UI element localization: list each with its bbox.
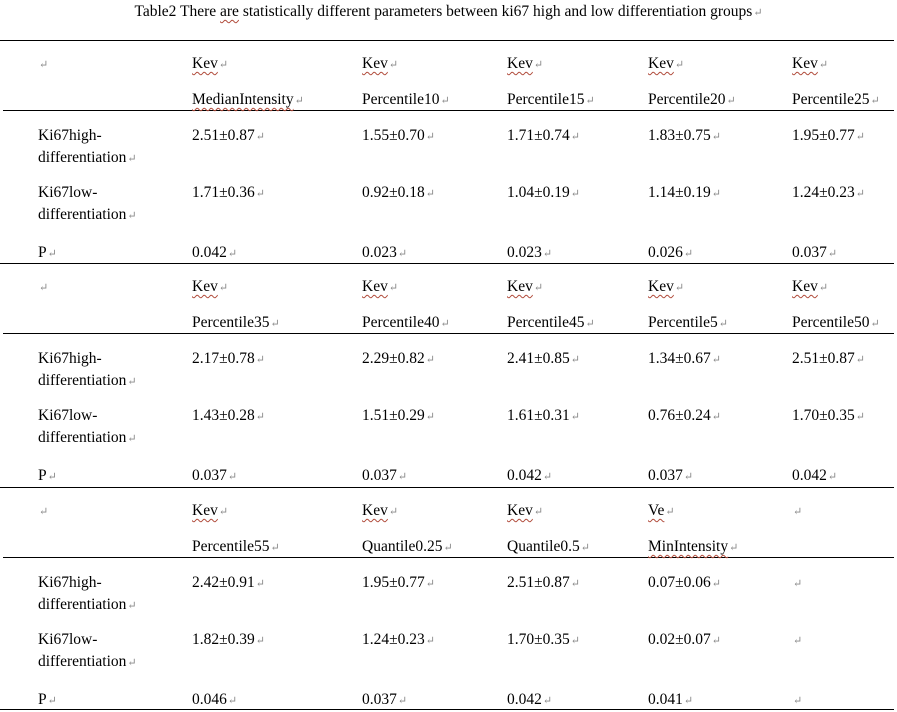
row-label-text: Ki67low-differentiation: [38, 407, 127, 446]
header-empty-cell: [38, 502, 48, 521]
table-cell-value-text: 1.70±0.35: [792, 407, 855, 424]
table-cell-value-text: 2.51±0.87: [507, 574, 570, 591]
table-cell-value-text: 2.17±0.78: [192, 350, 255, 367]
row-label-text: P: [38, 244, 47, 261]
paragraph-mark-icon: ↵: [39, 506, 49, 518]
paragraph-mark-icon: ↵: [818, 59, 829, 71]
paragraph-mark-icon: ↵: [793, 506, 803, 518]
column-header-name-text: Percentile5: [648, 314, 718, 331]
paragraph-mark-icon: ↵: [127, 433, 137, 445]
table-cell-value: [362, 574, 435, 593]
table-cell-value: [648, 127, 721, 146]
paragraph-mark-icon: ↵: [425, 188, 435, 200]
paragraph-mark-icon: ↵: [870, 95, 880, 107]
paragraph-mark-icon: ↵: [533, 282, 544, 294]
paragraph-mark-icon: ↵: [674, 282, 685, 294]
caption-prefix: Table2 There: [134, 3, 221, 20]
column-header-name-text: Quantile0.5: [507, 538, 580, 555]
column-header-name: [362, 314, 450, 333]
paragraph-mark-icon: ↵: [425, 411, 435, 423]
paragraph-mark-icon: ↵: [255, 354, 265, 366]
paragraph-mark-icon: ↵: [227, 471, 238, 483]
paragraph-mark-icon: ↵: [542, 695, 553, 707]
table-cell-value-text: 1.24±0.23: [792, 184, 855, 201]
paragraph-mark-icon: ↵: [440, 318, 450, 330]
table-cell-value-text: 0.92±0.18: [362, 184, 425, 201]
header-empty-cell: [38, 278, 48, 297]
table-cell-value-text: 0.026: [648, 244, 683, 261]
table-cell-empty: [792, 574, 802, 593]
paragraph-mark-icon: ↵: [39, 282, 49, 294]
paragraph-mark-icon: ↵: [127, 376, 137, 388]
column-header-unit-text: Kev: [792, 278, 818, 295]
row-label: [38, 467, 57, 486]
paragraph-mark-icon: ↵: [255, 131, 265, 143]
row-label: [38, 572, 168, 617]
column-header-name-text: Percentile55: [192, 538, 270, 555]
paragraph-mark-icon: ↵: [570, 411, 580, 423]
table-cell-value: [192, 244, 237, 263]
table-cell-value-text: 0.042: [507, 691, 542, 708]
header-empty-cell: [38, 55, 48, 74]
table-cell-value-text: 1.24±0.23: [362, 631, 425, 648]
column-header-unit: [507, 55, 543, 74]
row-label-text: Ki67low-differentiation: [38, 184, 127, 223]
table-cell-value: [507, 184, 580, 203]
table-cell-value: [648, 407, 721, 426]
table-cell-value: [507, 574, 580, 593]
table-cell-value-text: 2.51±0.87: [792, 350, 855, 367]
paragraph-mark-icon: ↵: [542, 471, 553, 483]
table-cell-value: [362, 244, 407, 263]
paragraph-mark-icon: ↵: [255, 411, 265, 423]
paragraph-mark-icon: ↵: [127, 210, 137, 222]
table-cell-value-text: 1.95±0.77: [362, 574, 425, 591]
paragraph-mark-icon: ↵: [855, 354, 865, 366]
table-cell-value: [648, 691, 693, 710]
column-header-unit: [507, 278, 543, 297]
paragraph-mark-icon: ↵: [753, 7, 763, 19]
column-header-name: [507, 314, 595, 333]
paragraph-mark-icon: ↵: [127, 153, 137, 165]
column-header-unit-text: Kev: [507, 502, 533, 519]
column-header-name: [792, 91, 880, 110]
caption-suffix: statistically different parameters between ki67 high and low differentiation groups: [238, 3, 753, 20]
paragraph-mark-icon: ↵: [425, 131, 435, 143]
row-label-text: Ki67high-differentiation: [38, 350, 127, 389]
table-cell-value: [792, 350, 865, 369]
column-header-name-text: Percentile15: [507, 91, 585, 108]
table-cell-value: [648, 631, 721, 650]
table-cell-value: [648, 350, 721, 369]
column-header-name: [648, 314, 728, 333]
column-header-name-text: Quantile0.25: [362, 538, 443, 555]
column-header-unit-text: Kev: [648, 278, 674, 295]
column-header-name-text: Percentile25: [792, 91, 870, 108]
table-cell-value-text: 1.71±0.74: [507, 127, 570, 144]
paragraph-mark-icon: ↵: [855, 131, 865, 143]
column-header-unit: [192, 278, 228, 297]
paragraph-mark-icon: ↵: [570, 578, 580, 590]
table-cell-value: [792, 407, 865, 426]
table-cell-value: [362, 127, 435, 146]
column-header-name: [362, 91, 450, 110]
paragraph-mark-icon: ↵: [270, 542, 280, 554]
column-header-name-text: Percentile50: [792, 314, 870, 331]
table-cell-value: [792, 467, 837, 486]
column-header-name-text: Percentile45: [507, 314, 585, 331]
column-header-unit: [507, 502, 543, 521]
table-cell-value-text: 1.51±0.29: [362, 407, 425, 424]
paragraph-mark-icon: ↵: [870, 318, 880, 330]
column-header-unit-text: Kev: [507, 55, 533, 72]
column-header-name-text: MedianIntensity: [192, 91, 294, 108]
paragraph-mark-icon: ↵: [793, 635, 803, 647]
table-cell-value-text: 1.55±0.70: [362, 127, 425, 144]
paragraph-mark-icon: ↵: [218, 282, 229, 294]
header-bottom-rule: [3, 557, 894, 558]
table-cell-value: [648, 467, 693, 486]
table-cell-value: [192, 184, 265, 203]
table-cell-value-text: 0.76±0.24: [648, 407, 711, 424]
column-header-unit: [792, 55, 828, 74]
paragraph-mark-icon: ↵: [47, 695, 57, 707]
caption-flagged-word: are: [220, 3, 239, 20]
paragraph-mark-icon: ↵: [855, 411, 865, 423]
column-header-unit: [792, 278, 828, 297]
paragraph-mark-icon: ↵: [255, 578, 265, 590]
table-cell-value-text: 1.71±0.36: [192, 184, 255, 201]
paragraph-mark-icon: ↵: [711, 635, 721, 647]
table-cell-value-text: 1.14±0.19: [648, 184, 711, 201]
table-cell-value-text: 0.042: [792, 467, 827, 484]
paragraph-mark-icon: ↵: [570, 131, 580, 143]
table-cell-value-text: 0.042: [507, 467, 542, 484]
table-cell-value-text: 0.037: [362, 467, 397, 484]
table-cell-value: [192, 407, 265, 426]
table-cell-value: [192, 467, 237, 486]
paragraph-mark-icon: ↵: [711, 354, 721, 366]
paragraph-mark-icon: ↵: [47, 248, 57, 260]
table-cell-value: [362, 691, 407, 710]
paragraph-mark-icon: ↵: [397, 695, 408, 707]
paragraph-mark-icon: ↵: [542, 248, 553, 260]
paragraph-mark-icon: ↵: [683, 695, 694, 707]
paragraph-mark-icon: ↵: [388, 506, 399, 518]
block-top-rule: [0, 487, 894, 488]
column-header-name: [192, 538, 280, 557]
table-cell-value: [362, 631, 435, 650]
paragraph-mark-icon: ↵: [726, 95, 736, 107]
header-bottom-rule: [3, 110, 894, 111]
table-cell-value-text: 0.046: [192, 691, 227, 708]
row-label: [38, 182, 168, 227]
column-header-unit: [648, 278, 684, 297]
table-cell-value: [192, 574, 265, 593]
table-cell-value: [507, 407, 580, 426]
paragraph-mark-icon: ↵: [425, 354, 435, 366]
column-header-unit-text: Ve: [648, 502, 665, 519]
paragraph-mark-icon: ↵: [425, 578, 435, 590]
row-label: [38, 405, 168, 450]
column-header-name: [507, 91, 595, 110]
paragraph-mark-icon: ↵: [674, 59, 685, 71]
paragraph-mark-icon: ↵: [718, 318, 728, 330]
table-cell-value: [507, 631, 580, 650]
paragraph-mark-icon: ↵: [665, 506, 675, 518]
row-label: [38, 629, 168, 674]
paragraph-mark-icon: ↵: [729, 542, 739, 554]
column-header-unit: [362, 502, 398, 521]
paragraph-mark-icon: ↵: [533, 59, 544, 71]
row-label: [38, 125, 168, 170]
paragraph-mark-icon: ↵: [255, 188, 265, 200]
paragraph-mark-icon: ↵: [711, 131, 721, 143]
column-header-unit: [648, 55, 684, 74]
row-label: [38, 348, 168, 393]
table-cell-value: [507, 467, 552, 486]
table-cell-value: [648, 574, 721, 593]
table-cell-value-text: 0.02±0.07: [648, 631, 711, 648]
table-cell-value: [648, 244, 693, 263]
header-bottom-rule: [3, 333, 894, 334]
column-header-unit: [362, 278, 398, 297]
table-cell-value-text: 1.43±0.28: [192, 407, 255, 424]
paragraph-mark-icon: ↵: [711, 188, 721, 200]
table-cell-value: [648, 184, 721, 203]
paragraph-mark-icon: ↵: [570, 354, 580, 366]
table-cell-value: [792, 184, 865, 203]
paragraph-mark-icon: ↵: [218, 59, 229, 71]
paragraph-mark-icon: ↵: [580, 542, 590, 554]
paragraph-mark-icon: ↵: [443, 542, 453, 554]
table-cell-value-text: 0.023: [507, 244, 542, 261]
block-top-rule: [0, 263, 894, 264]
table-cell-value: [192, 691, 237, 710]
table-cell-value: [507, 127, 580, 146]
table-cell-value: [362, 467, 407, 486]
table-cell-value-text: 1.95±0.77: [792, 127, 855, 144]
column-header-name-text: Percentile40: [362, 314, 440, 331]
column-header-unit-text: Kev: [792, 55, 818, 72]
column-header-unit-text: Kev: [192, 55, 218, 72]
paragraph-mark-icon: ↵: [388, 282, 399, 294]
row-label-text: P: [38, 691, 47, 708]
paragraph-mark-icon: ↵: [683, 248, 694, 260]
table-cell-value-text: 1.04±0.19: [507, 184, 570, 201]
paragraph-mark-icon: ↵: [397, 471, 408, 483]
table-cell-value: [507, 244, 552, 263]
header-empty-cell: [792, 502, 802, 521]
table-caption: [0, 3, 897, 21]
table-cell-value-text: 0.037: [648, 467, 683, 484]
paragraph-mark-icon: ↵: [397, 248, 408, 260]
paragraph-mark-icon: ↵: [570, 635, 580, 647]
column-header-name-text: Percentile35: [192, 314, 270, 331]
column-header-name-text: MinIntensity: [648, 538, 729, 555]
paragraph-mark-icon: ↵: [855, 188, 865, 200]
paragraph-mark-icon: ↵: [793, 695, 803, 707]
column-header-unit-text: Kev: [362, 278, 388, 295]
paragraph-mark-icon: ↵: [827, 248, 838, 260]
table-cell-value: [792, 127, 865, 146]
column-header-name-text: Percentile10: [362, 91, 440, 108]
row-label: [38, 691, 57, 710]
column-header-unit-text: Kev: [362, 502, 388, 519]
paragraph-mark-icon: ↵: [227, 695, 238, 707]
table-cell-value-text: 1.83±0.75: [648, 127, 711, 144]
paragraph-mark-icon: ↵: [827, 471, 838, 483]
column-header-name: [507, 538, 590, 557]
paragraph-mark-icon: ↵: [255, 635, 265, 647]
column-header-name-text: Percentile20: [648, 91, 726, 108]
table-cell-value-text: 1.70±0.35: [507, 631, 570, 648]
paragraph-mark-icon: ↵: [127, 600, 137, 612]
table-cell-value-text: 0.037: [792, 244, 827, 261]
table-cell-value: [192, 631, 265, 650]
row-label: [38, 244, 57, 263]
paragraph-mark-icon: ↵: [227, 248, 238, 260]
table-cell-value: [192, 350, 265, 369]
table-cell-value-text: 0.042: [192, 244, 227, 261]
paragraph-mark-icon: ↵: [425, 635, 435, 647]
paragraph-mark-icon: ↵: [818, 282, 829, 294]
table-cell-value-text: 0.023: [362, 244, 397, 261]
table-cell-value-text: 0.07±0.06: [648, 574, 711, 591]
table-cell-value-text: 0.037: [362, 691, 397, 708]
table-cell-empty: [792, 691, 802, 710]
table-cell-value: [362, 350, 435, 369]
column-header-name: [192, 314, 280, 333]
table-cell-value-text: 2.51±0.87: [192, 127, 255, 144]
paragraph-mark-icon: ↵: [39, 59, 49, 71]
column-header-name: [648, 538, 738, 557]
table-cell-value-text: 2.42±0.91: [192, 574, 255, 591]
column-header-unit-text: Kev: [648, 55, 674, 72]
table-cell-value: [362, 184, 435, 203]
paragraph-mark-icon: ↵: [711, 578, 721, 590]
table-cell-value-text: 0.041: [648, 691, 683, 708]
column-header-unit: [192, 502, 228, 521]
column-header-unit-text: Kev: [192, 502, 218, 519]
table-cell-value-text: 2.29±0.82: [362, 350, 425, 367]
paragraph-mark-icon: ↵: [218, 506, 229, 518]
table-bottom-rule: [0, 709, 894, 710]
paragraph-mark-icon: ↵: [440, 95, 450, 107]
paragraph-mark-icon: ↵: [585, 318, 595, 330]
column-header-unit: [648, 502, 675, 521]
table-cell-value-text: 1.82±0.39: [192, 631, 255, 648]
table-cell-value: [507, 350, 580, 369]
column-header-unit-text: Kev: [507, 278, 533, 295]
paragraph-mark-icon: ↵: [47, 471, 57, 483]
column-header-unit-text: Kev: [192, 278, 218, 295]
table-cell-empty: [792, 631, 802, 650]
paragraph-mark-icon: ↵: [270, 318, 280, 330]
block-top-rule: [0, 40, 894, 41]
column-header-unit-text: Kev: [362, 55, 388, 72]
column-header-name: [192, 91, 304, 110]
row-label-text: P: [38, 467, 47, 484]
paragraph-mark-icon: ↵: [585, 95, 595, 107]
table-cell-value: [792, 244, 837, 263]
paragraph-mark-icon: ↵: [711, 411, 721, 423]
paragraph-mark-icon: ↵: [388, 59, 399, 71]
paragraph-mark-icon: ↵: [294, 95, 304, 107]
column-header-name: [362, 538, 453, 557]
paragraph-mark-icon: ↵: [683, 471, 694, 483]
row-label-text: Ki67high-differentiation: [38, 127, 127, 166]
table-cell-value: [192, 127, 265, 146]
table-cell-value-text: 0.037: [192, 467, 227, 484]
table-cell-value-text: 2.41±0.85: [507, 350, 570, 367]
table-cell-value: [362, 407, 435, 426]
column-header-name: [648, 91, 736, 110]
column-header-unit: [362, 55, 398, 74]
column-header-unit: [192, 55, 228, 74]
column-header-name: [792, 314, 880, 333]
paragraph-mark-icon: ↵: [533, 506, 544, 518]
table-cell-value-text: 1.61±0.31: [507, 407, 570, 424]
table-cell-value: [507, 691, 552, 710]
table-cell-value-text: 1.34±0.67: [648, 350, 711, 367]
paragraph-mark-icon: ↵: [570, 188, 580, 200]
paragraph-mark-icon: ↵: [793, 578, 803, 590]
paragraph-mark-icon: ↵: [127, 657, 137, 669]
row-label-text: Ki67high-differentiation: [38, 574, 127, 613]
row-label-text: Ki67low-differentiation: [38, 631, 127, 670]
